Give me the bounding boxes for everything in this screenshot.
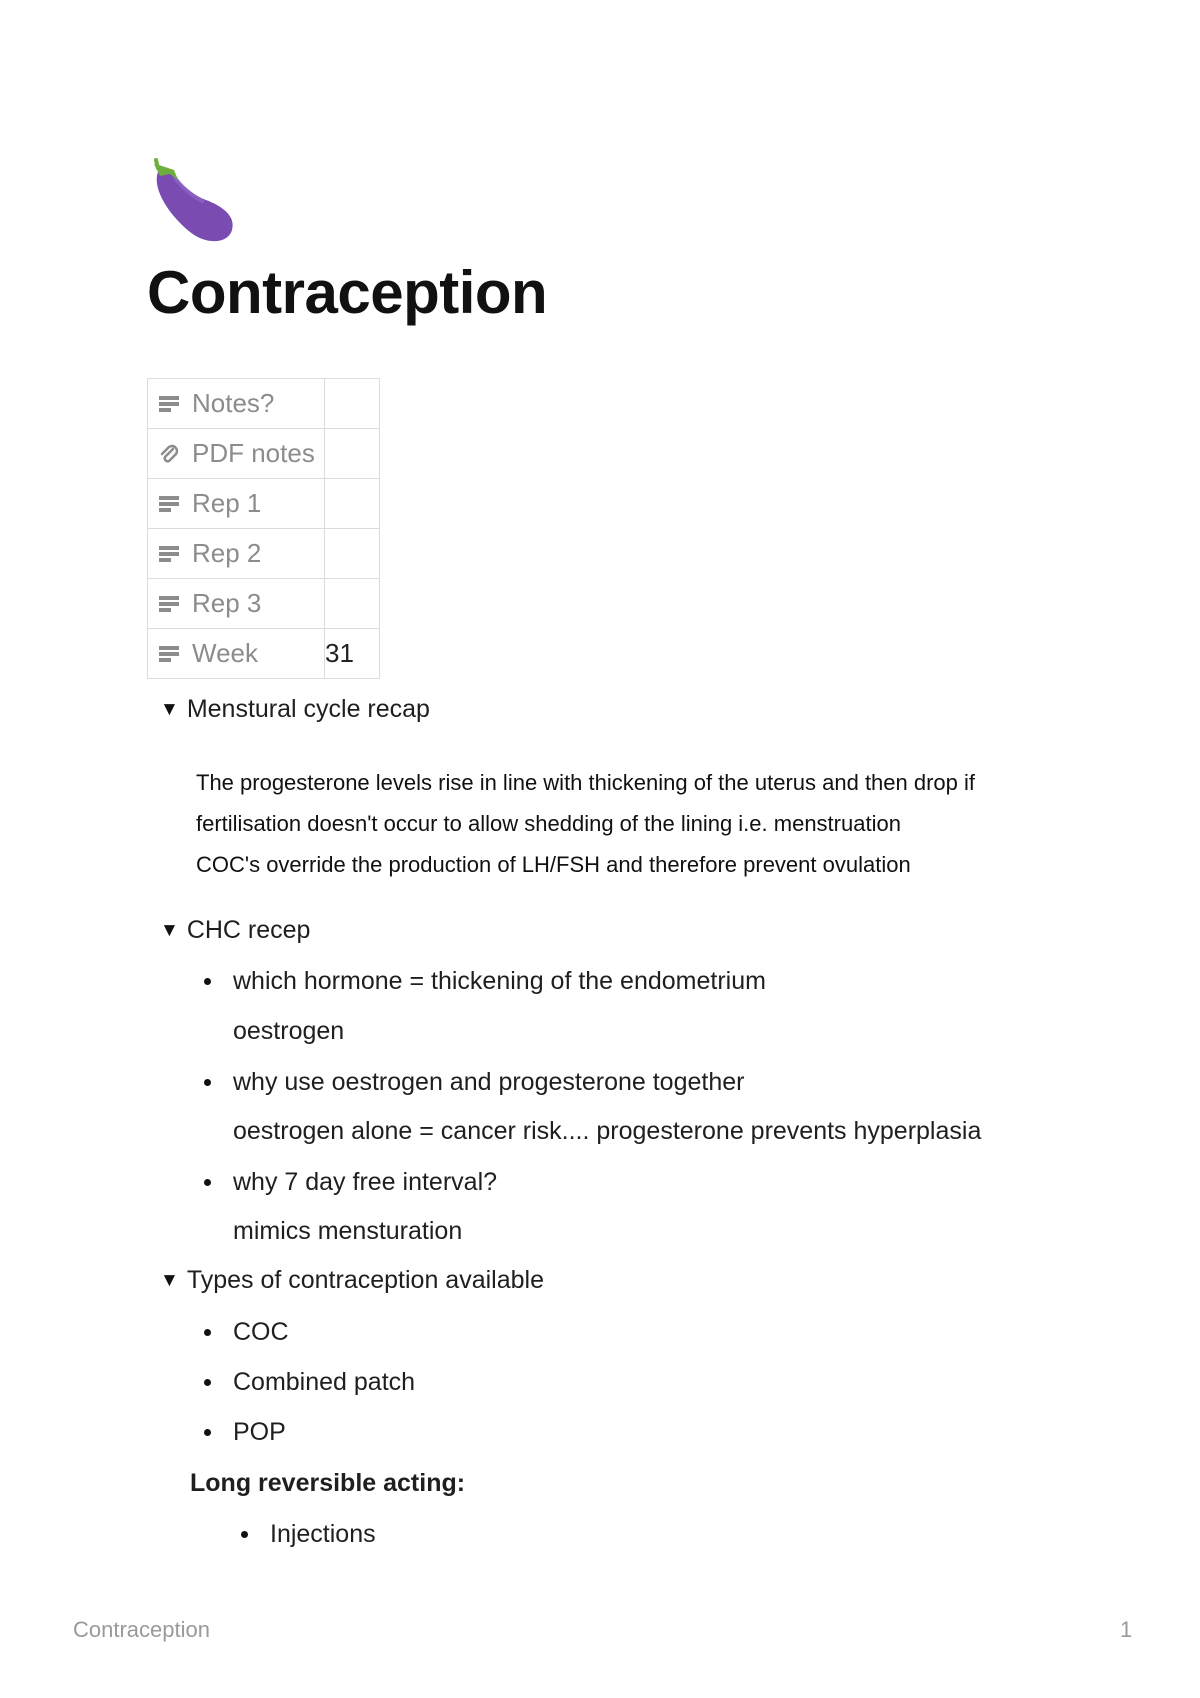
paragraph-line: The progesterone levels rise in line with thickening of the uterus and then drop if — [196, 770, 976, 795]
text-lines-icon — [158, 493, 180, 515]
triangle-down-icon[interactable]: ▼ — [160, 698, 179, 720]
property-row[interactable] — [148, 479, 380, 529]
property-name: Rep 3 — [192, 588, 262, 618]
list-item — [241, 1520, 376, 1549]
property-value[interactable] — [325, 379, 380, 429]
toggle-label: Menstural cycle recap — [186, 695, 430, 723]
property-name: PDF notes — [192, 438, 315, 468]
text-lines-icon — [158, 393, 180, 415]
property-value[interactable] — [325, 529, 380, 579]
property-name: Rep 2 — [192, 538, 262, 568]
text-lines-icon — [158, 543, 180, 565]
footer-title: Contraception — [73, 1617, 210, 1642]
list-item — [204, 1318, 289, 1347]
bullet-text: why use oestrogen and progesterone together — [233, 1068, 745, 1096]
list-item — [204, 1418, 286, 1447]
list-item — [204, 1368, 415, 1397]
bullet-answer: oestrogen alone = cancer risk.... progesterone prevents hyperplasia — [233, 1117, 982, 1145]
paragraph-line: COC's override the production of LH/FSH and therefore prevent ovulation — [196, 852, 911, 877]
property-name: Week — [192, 638, 258, 668]
page-title: Contraception — [147, 259, 548, 326]
property-row[interactable] — [148, 429, 380, 479]
property-value[interactable]: 31 — [325, 629, 380, 679]
bullet-dot — [204, 978, 211, 985]
text-lines-icon — [158, 643, 180, 665]
bullet-dot — [204, 1079, 211, 1086]
toggle-label: Types of contraception available — [186, 1266, 544, 1294]
property-value[interactable] — [325, 429, 380, 479]
property-value[interactable] — [325, 479, 380, 529]
eggplant-icon — [148, 158, 238, 248]
property-value[interactable] — [325, 579, 380, 629]
bullet-dot — [204, 1379, 211, 1386]
property-row[interactable] — [148, 529, 380, 579]
bullet-text: Combined patch — [233, 1368, 416, 1396]
bullet-text: which hormone = thickening of the endometrium — [233, 967, 766, 995]
bullet-text: Injections — [270, 1520, 376, 1548]
text-lines-icon — [158, 593, 180, 615]
toggle-menstrual-cycle[interactable] — [160, 695, 430, 724]
page-number: 1 — [1120, 1617, 1133, 1642]
bullet-answer: mimics mensturation — [233, 1217, 463, 1245]
menstrual-callout — [196, 762, 1066, 885]
property-row[interactable] — [148, 379, 380, 429]
bullet-dot — [241, 1531, 248, 1538]
triangle-down-icon[interactable]: ▼ — [160, 919, 179, 941]
list-item — [204, 967, 766, 996]
toggle-types-of-contraception[interactable] — [160, 1266, 544, 1295]
property-row[interactable] — [148, 629, 380, 679]
list-item — [204, 1068, 744, 1097]
property-name: Rep 1 — [192, 488, 262, 518]
toggle-label: CHC recep — [186, 916, 311, 944]
long-acting-heading: Long reversible acting: — [190, 1469, 466, 1497]
bullet-dot — [204, 1179, 211, 1186]
bullet-text: why 7 day free interval? — [233, 1168, 498, 1196]
paragraph-line: fertilisation doesn't occur to allow shedding of the lining i.e. menstruation — [196, 811, 901, 836]
bullet-text: POP — [233, 1418, 286, 1446]
toggle-chc-recap[interactable] — [160, 916, 310, 945]
paperclip-icon — [158, 443, 180, 465]
properties-table — [147, 378, 380, 679]
bullet-dot — [204, 1429, 211, 1436]
bullet-text: COC — [233, 1318, 289, 1346]
property-name: Notes? — [192, 388, 275, 418]
list-item — [204, 1168, 497, 1197]
triangle-down-icon[interactable]: ▼ — [160, 1269, 179, 1291]
bullet-answer: oestrogen — [233, 1017, 345, 1045]
bullet-dot — [204, 1329, 211, 1336]
property-row[interactable] — [148, 579, 380, 629]
